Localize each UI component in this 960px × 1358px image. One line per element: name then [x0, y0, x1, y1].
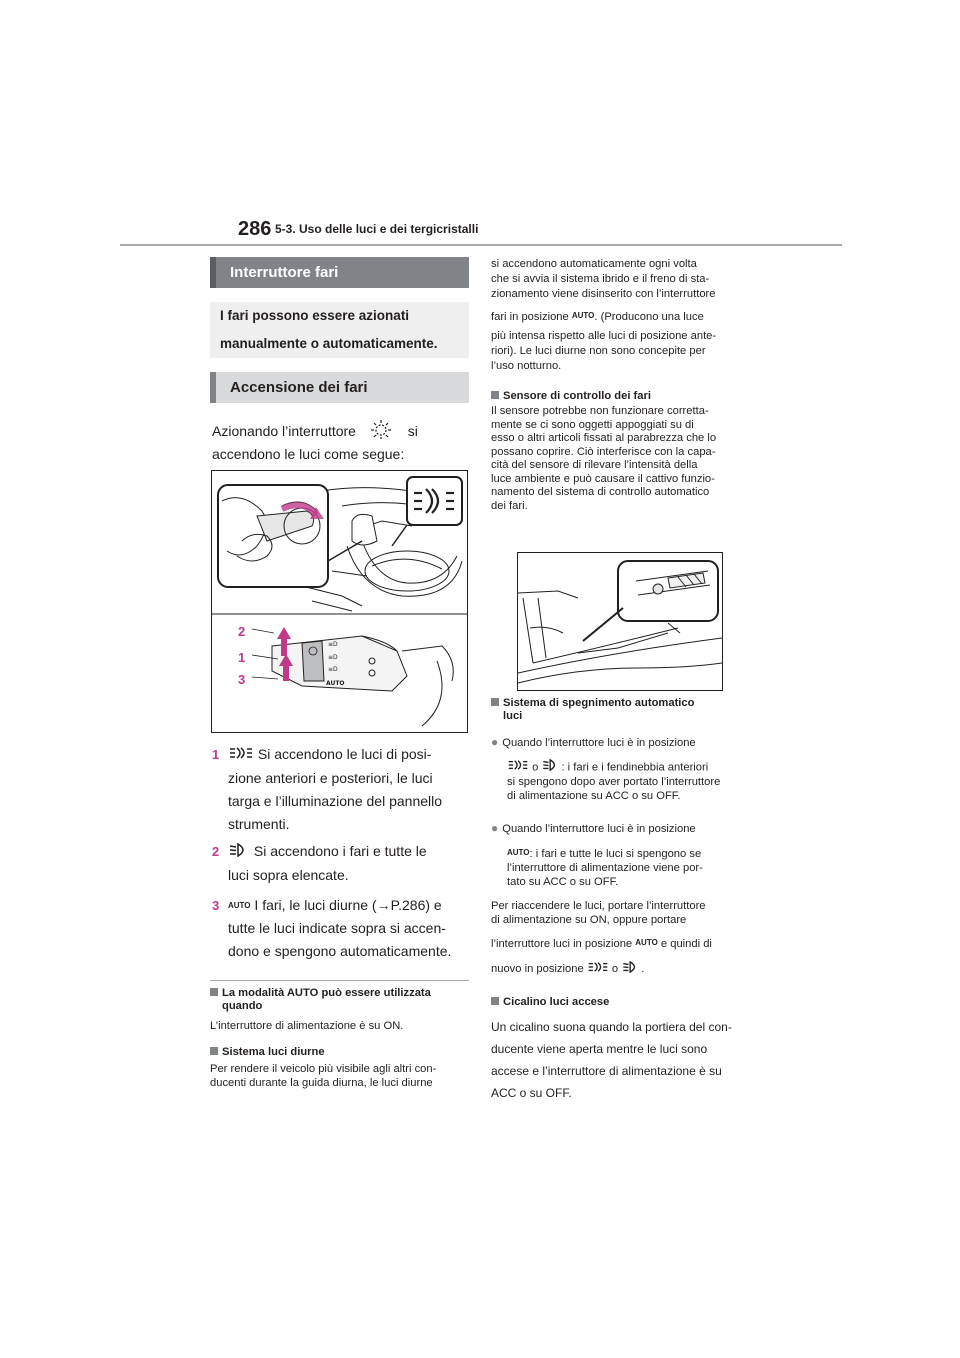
r-line: di alimentazione su ON, oppure portare	[491, 913, 687, 926]
b1-or: o	[529, 761, 542, 774]
square-bullet-icon	[491, 698, 499, 706]
section-title: 5-3. Uso delle luci e dei tergicristalli	[275, 222, 479, 236]
intro-paragraph	[212, 420, 470, 466]
item-1-text: Si accendono le luci di posi-	[254, 746, 432, 762]
r-line: dei fari.	[491, 499, 528, 512]
fig-label-2: 2	[238, 624, 246, 639]
header-divider	[120, 244, 842, 246]
item-number: 2	[212, 844, 220, 859]
item-1-line3: targa e l’illuminazione del pannello	[228, 792, 443, 809]
heading-interruttore-fari: Interruttore fari	[210, 257, 469, 288]
r-line: che si avvia il sistema ibrido e il freno di sta-	[491, 273, 710, 285]
bullet-item-2	[491, 820, 753, 889]
buzzer-paragraph	[491, 1016, 753, 1104]
r-line: zionamento viene disinserito con l’interruttore	[491, 288, 716, 300]
item-number: 1	[212, 747, 220, 762]
bullet-item-1	[491, 734, 753, 803]
subheading-auto-mode	[210, 987, 470, 1013]
headlight-icon	[541, 759, 561, 776]
item-2-line2: luci sopra elencate.	[228, 866, 349, 883]
subheading-auto-off-line1: Sistema di spegnimento automatico	[503, 697, 695, 709]
light-sensor-illustration	[517, 552, 723, 691]
relight-paragraph	[491, 900, 753, 977]
auto-icon: AUTO	[635, 938, 658, 947]
circle-bullet-icon: ●	[491, 821, 499, 835]
section-divider	[210, 980, 469, 981]
position-lights-icon	[587, 961, 609, 978]
page-number: 286	[238, 218, 272, 240]
subheading-auto-off	[491, 697, 751, 723]
r-line: Il sensore potrebbe non funzionare corretta-	[491, 405, 709, 417]
headlight-icon	[228, 841, 250, 864]
b1-line3: si spengono dopo aver portato l’interruttore	[507, 776, 721, 788]
item-number: 3	[212, 898, 220, 913]
square-bullet-icon	[491, 997, 499, 1005]
intro-text-b: accendono le luci come segue:	[212, 446, 405, 462]
svg-text:≡D: ≡D	[328, 666, 338, 673]
square-bullet-icon	[210, 988, 218, 996]
r-line: più intensa rispetto alle luci di posizione ante-	[491, 330, 717, 342]
item-2-text: Si accendono i fari e tutte le	[250, 843, 427, 859]
subheading-auto-line2: quando	[222, 1000, 263, 1012]
page-reference[interactable]: →P.286) e	[376, 897, 442, 913]
auto-icon: AUTO	[507, 848, 530, 857]
list-item-1	[212, 743, 472, 836]
subheading-auto-off-line2: luci	[503, 710, 523, 722]
headlight-switch-illustration	[211, 470, 468, 733]
r-text: nuovo in posizione	[491, 962, 584, 975]
r-line: riori). Le luci diurne non sono concepite per	[491, 345, 706, 357]
r-text: o	[608, 962, 622, 975]
fig-label-3: 3	[238, 672, 246, 687]
headlight-icon	[621, 961, 641, 978]
subheading-sensor	[491, 390, 751, 403]
b2-line2: : i fari e tutte le luci si spengono se	[529, 848, 702, 860]
subheading-buzzer	[491, 996, 751, 1009]
fig-label-1: 1	[238, 650, 246, 665]
item-3-line3: dono e spengono automaticamente.	[228, 943, 452, 959]
r-text: l’interruttore luci in posizione	[491, 938, 633, 950]
b2-line3: l’interruttore di alimentazione viene por-	[507, 862, 703, 874]
position-lights-icon	[228, 744, 254, 767]
item-1-line2: zione anteriori e posteriori, le luci	[228, 769, 433, 786]
subheading-daytime-text: Sistema luci diurne	[222, 1046, 325, 1058]
intro-text-a: Azionando l’interruttore	[212, 423, 356, 439]
heading-accensione-fari: Accensione dei fari	[210, 372, 469, 403]
r-line: si accendono automaticamente ogni volta	[491, 258, 697, 270]
r-line: esso o altri articoli fissati al parabrezza che lo	[491, 432, 717, 444]
auto-icon: AUTO	[228, 901, 251, 910]
daytime-line2: ducenti durante la guida diurna, le luci diurne	[210, 1076, 433, 1089]
r-line: luce ambiente e può causare il cattivo funzio-	[491, 472, 715, 485]
r-line: mente se ci sono oggetti appoggiati su di	[491, 418, 694, 431]
circle-bullet-icon: ●	[491, 735, 499, 749]
square-bullet-icon	[491, 391, 499, 399]
daytime-line1: Per rendere il veicolo più visibile agli altri con-	[210, 1063, 437, 1075]
subheading-sensor-text: Sensore di controllo dei fari	[503, 390, 651, 402]
svg-text:≡D: ≡D	[328, 641, 338, 648]
list-item-3	[212, 894, 472, 963]
r-text: e quindi di	[657, 938, 712, 950]
list-item-2	[212, 840, 472, 887]
r-line: ACC o su OFF.	[491, 1086, 572, 1100]
r-line: l’uso notturno.	[491, 360, 562, 372]
r-line: namento del sistema di controllo automatico	[491, 486, 710, 498]
square-bullet-icon	[210, 1047, 218, 1055]
r-line: Per riaccendere le luci, portare l’interruttore	[491, 900, 706, 912]
sensor-paragraph	[491, 405, 753, 513]
daytime-lights-text	[210, 1063, 472, 1090]
r-line: possano coprire. Ciò interferisce con la capa-	[491, 445, 716, 458]
r-text: .	[641, 962, 645, 975]
svg-text:≡D: ≡D	[328, 654, 338, 661]
auto-icon: AUTO	[571, 311, 595, 320]
subheading-daytime-lights	[210, 1046, 470, 1059]
r-line: ducente viene aperta mentre le luci sono	[491, 1042, 708, 1056]
item-1-line4: strumenti.	[228, 815, 290, 832]
item-3-text: I fari, le luci diurne (	[250, 897, 377, 913]
svg-text:AUTO: AUTO	[326, 680, 345, 687]
sun-switch-icon	[360, 422, 404, 436]
auto-mode-text: L’interruttore di alimentazione è su ON.	[210, 1020, 404, 1032]
intro-text-a-end: si	[407, 423, 418, 439]
intro-box-line1: I fari possono essere azionati	[220, 308, 410, 323]
item-3-line2: tutte le luci indicate sopra si accen-	[228, 920, 446, 936]
r-text: . (Producono una luce	[594, 311, 704, 323]
b1-line2: : i fari e i fendinebbia anteriori	[561, 761, 709, 774]
r-text: fari in posizione	[491, 311, 569, 323]
b2-line4: tato su ACC o su OFF.	[507, 875, 619, 888]
r-line: cità del sensore di rilevare l’intensità della	[491, 459, 698, 471]
position-lights-icon	[507, 759, 529, 776]
subheading-auto-line1: La modalità AUTO può essere utilizzata	[222, 987, 431, 999]
b1-line1: Quando l’interruttore luci è in posizione	[502, 737, 696, 749]
b1-line4: di alimentazione su ACC o su OFF.	[507, 789, 681, 802]
r-line: accese e l’interruttore di alimentazione è su	[491, 1064, 722, 1078]
r-line: Un cicalino suona quando la portiera del con-	[491, 1020, 732, 1034]
intro-box-line2: manualmente o automaticamente.	[220, 336, 438, 351]
intro-box	[210, 302, 469, 358]
b2-line1: Quando l’interruttore luci è in posizione	[502, 823, 696, 835]
daytime-lights-continued	[491, 257, 753, 374]
subheading-buzzer-text: Cicalino luci accese	[503, 996, 610, 1008]
